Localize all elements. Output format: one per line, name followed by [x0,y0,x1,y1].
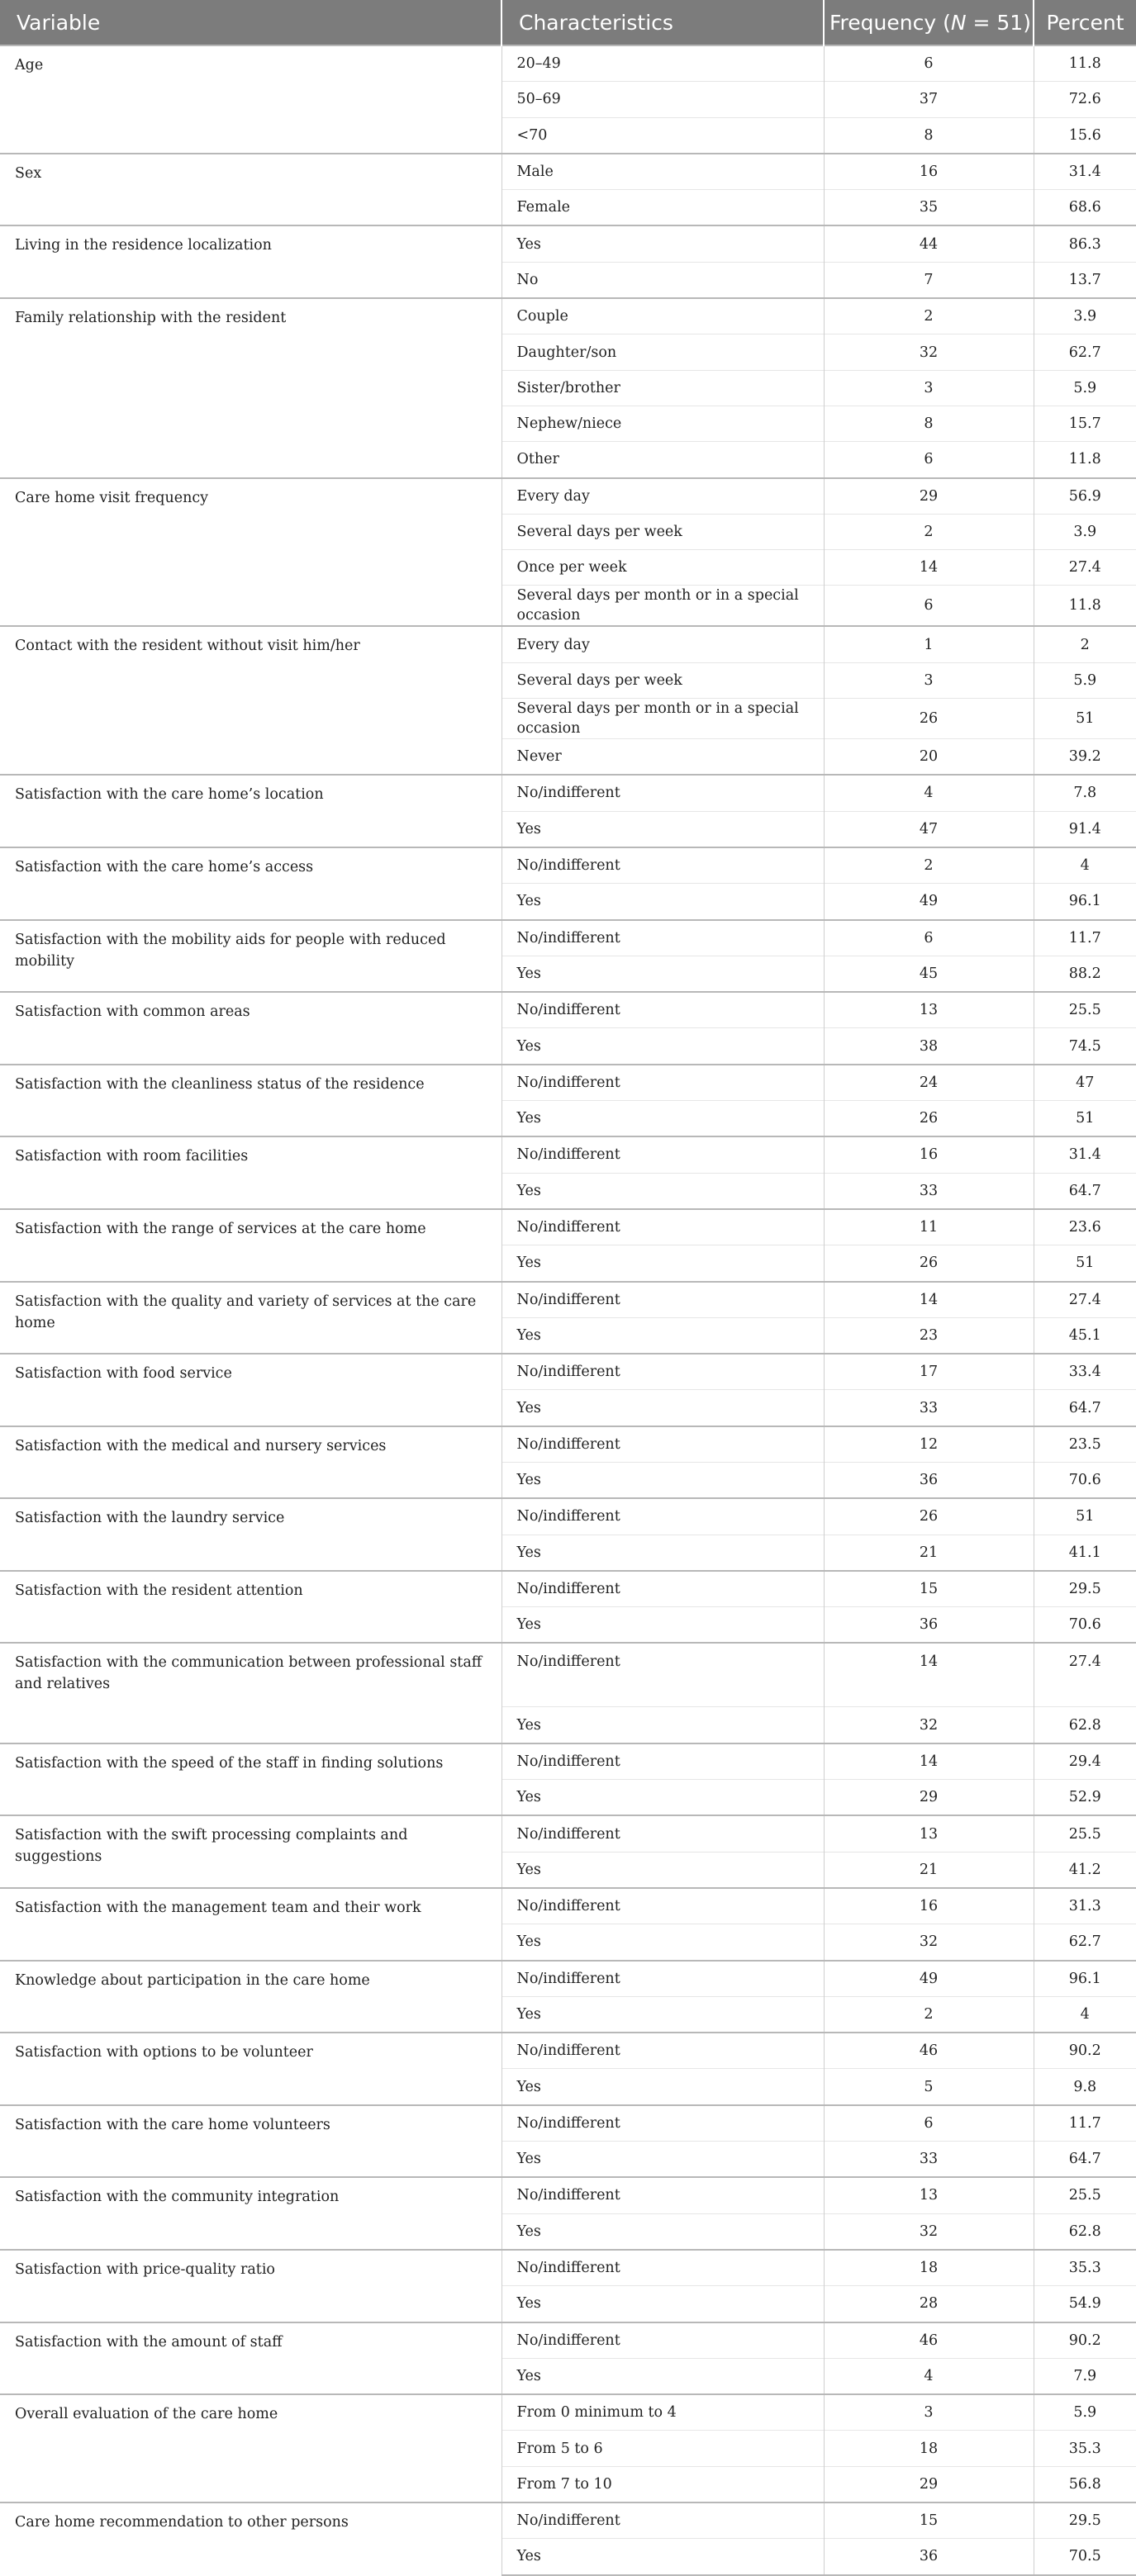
characteristic-cell: Every day [501,626,824,662]
header-percent: Percent [1034,0,1136,45]
percent-cell: 90.2 [1034,2322,1136,2359]
characteristic-cell: No/indifferent [501,1743,824,1780]
percent-cell: 51 [1034,1101,1136,1137]
characteristic-cell: Yes [501,1173,824,1209]
table-row [0,1136,1136,1173]
characteristic-cell: Yes [501,956,824,992]
table-row [0,2250,1136,2286]
percent-cell: 47 [1034,1065,1136,1101]
characteristic-cell: No/indifferent [501,1961,824,1997]
characteristic-cell: Yes [501,884,824,920]
percent-cell: 23.5 [1034,1426,1136,1463]
frequency-cell: 49 [824,1961,1034,1997]
percent-cell: 62.8 [1034,1707,1136,1743]
variable-cell: Knowledge about participation in the care home [0,1961,501,2033]
frequency-cell: 29 [824,478,1034,515]
characteristic-cell: No [501,262,824,298]
variable-cell: Satisfaction with the management team and their work [0,1888,501,1961]
percent-cell: 90.2 [1034,2033,1136,2069]
frequency-cell: 2 [824,298,1034,334]
table-row [0,1571,1136,1607]
frequency-cell: 2 [824,847,1034,884]
frequency-cell: 7 [824,262,1034,298]
characteristic-cell: Other [501,442,824,478]
frequency-cell: 14 [824,550,1034,586]
percent-cell: 70.5 [1034,2539,1136,2575]
characteristic-cell: No/indifferent [501,847,824,884]
characteristic-cell: Yes [501,1707,824,1743]
table-row [0,298,1136,334]
table-row [0,225,1136,262]
percent-cell: 29.4 [1034,1743,1136,1780]
characteristic-cell: Every day [501,478,824,515]
frequency-cell: 26 [824,1245,1034,1282]
percent-cell: 11.7 [1034,2105,1136,2142]
frequency-cell: 14 [824,1643,1034,1707]
percent-cell: 7.9 [1034,2358,1136,2394]
percent-cell: 41.1 [1034,1535,1136,1571]
variable-cell: Age [0,45,501,154]
header-frequency-prefix: Frequency ( [829,10,951,35]
frequency-cell: 46 [824,2033,1034,2069]
characteristic-cell: Several days per month or in a special occasion [501,699,824,739]
percent-cell: 64.7 [1034,1390,1136,1426]
frequency-cell: 12 [824,1426,1034,1463]
frequency-cell: 21 [824,1852,1034,1888]
percent-cell: 29.5 [1034,1571,1136,1607]
frequency-cell: 15 [824,1571,1034,1607]
percent-cell: 3.9 [1034,514,1136,549]
characteristic-cell: Several days per week [501,662,824,698]
table-row [0,847,1136,884]
frequency-cell: 5 [824,2069,1034,2105]
percent-cell: 72.6 [1034,82,1136,117]
frequency-cell: 33 [824,2142,1034,2178]
percent-cell: 4 [1034,847,1136,884]
percent-cell: 45.1 [1034,1317,1136,1354]
frequency-cell: 8 [824,406,1034,441]
variable-cell: Care home recommendation to other persons [0,2502,501,2575]
frequency-cell: 32 [824,2213,1034,2250]
header-frequency-n: N [950,10,967,35]
frequency-cell: 24 [824,1065,1034,1101]
variable-cell: Sex [0,154,501,226]
characteristic-cell: Yes [501,811,824,847]
frequency-cell: 26 [824,699,1034,739]
characteristic-cell: Several days per week [501,514,824,549]
characteristic-cell: Yes [501,2069,824,2105]
percent-cell: 31.4 [1034,1136,1136,1173]
table-row [0,154,1136,190]
frequency-cell: 8 [824,117,1034,154]
table-row [0,1426,1136,1463]
header-row [0,0,1136,45]
percent-cell: 15.6 [1034,117,1136,154]
frequency-cell: 13 [824,992,1034,1028]
percent-cell: 39.2 [1034,739,1136,776]
variable-cell: Satisfaction with the laundry service [0,1498,501,1571]
frequency-cell: 36 [824,2539,1034,2575]
frequency-cell: 3 [824,370,1034,406]
percent-cell: 96.1 [1034,1961,1136,1997]
percent-cell: 68.6 [1034,190,1136,226]
percent-cell: 70.6 [1034,1462,1136,1498]
table-row [0,626,1136,662]
frequency-cell: 29 [824,2466,1034,2502]
percent-cell: 33.4 [1034,1354,1136,1390]
characteristic-cell: No/indifferent [501,1282,824,1318]
characteristic-cell: Yes [501,2358,824,2394]
percent-cell: 27.4 [1034,1643,1136,1707]
table-row [0,45,1136,82]
header-frequency [824,0,1034,45]
variable-cell: Contact with the resident without visit him/her [0,626,501,775]
percent-cell: 27.4 [1034,1282,1136,1318]
percent-cell: 51 [1034,1498,1136,1535]
characteristic-cell: Yes [501,1535,824,1571]
characteristic-cell: Male [501,154,824,190]
table-row [0,1209,1136,1245]
frequency-cell: 32 [824,1924,1034,1961]
frequency-cell: 16 [824,154,1034,190]
characteristic-cell: No/indifferent [501,992,824,1028]
frequency-cell: 45 [824,956,1034,992]
frequency-cell: 18 [824,2431,1034,2466]
characteristic-cell: From 7 to 10 [501,2466,824,2502]
frequency-cell: 14 [824,1282,1034,1318]
characteristic-cell: 50–69 [501,82,824,117]
percent-cell: 51 [1034,699,1136,739]
variable-cell: Satisfaction with the care home’s location [0,775,501,847]
table-row [0,2502,1136,2539]
frequency-cell: 13 [824,1815,1034,1852]
characteristic-cell: Female [501,190,824,226]
characteristic-cell: Yes [501,1101,824,1137]
characteristic-cell: From 5 to 6 [501,2431,824,2466]
frequency-cell: 36 [824,1607,1034,1644]
frequency-cell: 16 [824,1136,1034,1173]
characteristic-cell: No/indifferent [501,1643,824,1707]
characteristic-cell: Daughter/son [501,334,824,370]
table-row [0,1065,1136,1101]
percent-cell: 11.7 [1034,920,1136,956]
frequency-cell: 37 [824,82,1034,117]
percent-cell: 31.3 [1034,1888,1136,1924]
table-row [0,2394,1136,2431]
characteristic-cell: No/indifferent [501,1354,824,1390]
characteristic-cell: Yes [501,2539,824,2575]
variable-cell: Satisfaction with the communication between professional staff and relatives [0,1643,501,1743]
variable-cell: Satisfaction with room facilities [0,1136,501,1209]
table-row [0,992,1136,1028]
characteristic-cell: No/indifferent [501,2322,824,2359]
variable-cell: Satisfaction with price-quality ratio [0,2250,501,2322]
percent-cell: 52.9 [1034,1780,1136,1816]
frequency-cell: 20 [824,739,1034,776]
characteristic-cell: Yes [501,1780,824,1816]
percent-cell: 11.8 [1034,586,1136,627]
frequency-cell: 3 [824,2394,1034,2431]
frequency-cell: 6 [824,45,1034,82]
characteristic-cell: 20–49 [501,45,824,82]
table-row [0,1815,1136,1852]
characteristic-cell: Nephew/niece [501,406,824,441]
variable-cell: Satisfaction with the range of services at the care home [0,1209,501,1282]
percent-cell: 4 [1034,1996,1136,2033]
characteristic-cell: Yes [501,1607,824,1644]
frequency-cell: 23 [824,1317,1034,1354]
characteristic-cell: Yes [501,1245,824,1282]
table-row [0,1888,1136,1924]
characteristic-cell: Once per week [501,550,824,586]
percent-cell: 31.4 [1034,154,1136,190]
percent-cell: 91.4 [1034,811,1136,847]
characteristic-cell: No/indifferent [501,2105,824,2142]
frequency-cell: 47 [824,811,1034,847]
characteristic-cell: Yes [501,1028,824,1065]
frequency-cell: 15 [824,2502,1034,2539]
table-row [0,1282,1136,1318]
variable-cell: Satisfaction with the care home’s access [0,847,501,920]
characteristic-cell: Never [501,739,824,776]
characteristic-cell: No/indifferent [501,775,824,811]
frequency-cell: 32 [824,334,1034,370]
frequency-cell: 16 [824,1888,1034,1924]
percent-cell: 88.2 [1034,956,1136,992]
percent-cell: 74.5 [1034,1028,1136,1065]
percent-cell: 27.4 [1034,550,1136,586]
characteristic-cell: No/indifferent [501,2177,824,2213]
frequency-cell: 49 [824,884,1034,920]
frequency-cell: 36 [824,1462,1034,1498]
percent-cell: 3.9 [1034,298,1136,334]
frequency-cell: 6 [824,442,1034,478]
variable-cell: Satisfaction with the care home volunteers [0,2105,501,2178]
percent-cell: 41.2 [1034,1852,1136,1888]
characteristic-cell: From 0 minimum to 4 [501,2394,824,2431]
percent-cell: 7.8 [1034,775,1136,811]
table-row [0,478,1136,515]
frequency-cell: 26 [824,1101,1034,1137]
characteristic-cell: No/indifferent [501,1888,824,1924]
frequency-cell: 21 [824,1535,1034,1571]
percent-cell: 56.8 [1034,2466,1136,2502]
table-row [0,1743,1136,1780]
header-variable: Variable [17,10,101,35]
characteristic-cell: No/indifferent [501,2502,824,2539]
percent-cell: 56.9 [1034,478,1136,515]
variable-cell: Satisfaction with the resident attention [0,1571,501,1644]
percent-cell: 96.1 [1034,884,1136,920]
characteristic-cell: Yes [501,2286,824,2322]
characteristic-cell: No/indifferent [501,1815,824,1852]
frequency-cell: 3 [824,662,1034,698]
variable-cell: Satisfaction with common areas [0,992,501,1065]
characteristic-cell: Yes [501,225,824,262]
percent-cell: 5.9 [1034,370,1136,406]
percent-cell: 15.7 [1034,406,1136,441]
percent-cell: 2 [1034,626,1136,662]
table-row [0,1643,1136,1707]
percent-cell: 29.5 [1034,2502,1136,2539]
characteristic-cell: Several days per month or in a special occasion [501,586,824,627]
table-header [0,0,1136,45]
frequency-cell: 2 [824,1996,1034,2033]
percent-cell: 25.5 [1034,992,1136,1028]
frequency-cell: 14 [824,1743,1034,1780]
frequency-cell: 17 [824,1354,1034,1390]
frequency-cell: 26 [824,1498,1034,1535]
percent-cell: 35.3 [1034,2250,1136,2286]
characteristic-cell: No/indifferent [501,1426,824,1463]
characteristic-cell: No/indifferent [501,920,824,956]
percent-cell: 62.7 [1034,1924,1136,1961]
table-row [0,1961,1136,1997]
variable-cell: Satisfaction with options to be volunteer [0,2033,501,2105]
characteristic-cell: Yes [501,1390,824,1426]
frequency-cell: 44 [824,225,1034,262]
characteristic-cell: No/indifferent [501,1571,824,1607]
characteristic-cell: Yes [501,1317,824,1354]
variable-cell: Satisfaction with the speed of the staff in finding solutions [0,1743,501,1816]
variable-cell: Family relationship with the resident [0,298,501,477]
table-row [0,2322,1136,2359]
percent-cell: 11.8 [1034,442,1136,478]
characteristic-cell: Yes [501,2142,824,2178]
characteristic-cell: <70 [501,117,824,154]
percent-cell: 64.7 [1034,2142,1136,2178]
characteristic-cell: Yes [501,2213,824,2250]
variable-cell: Overall evaluation of the care home [0,2394,501,2502]
characteristic-cell: Sister/brother [501,370,824,406]
percent-cell: 23.6 [1034,1209,1136,1245]
percent-cell: 64.7 [1034,1173,1136,1209]
table-row [0,2105,1136,2142]
table-row [0,2033,1136,2069]
percent-cell: 11.8 [1034,45,1136,82]
table-row [0,1354,1136,1390]
frequency-cell: 28 [824,2286,1034,2322]
percent-cell: 13.7 [1034,262,1136,298]
variable-cell: Satisfaction with the swift processing complaints and suggestions [0,1815,501,1888]
frequency-cell: 38 [824,1028,1034,1065]
variable-cell: Care home visit frequency [0,478,501,627]
frequency-cell: 29 [824,1780,1034,1816]
characteristic-cell: Couple [501,298,824,334]
variable-cell: Living in the residence localization [0,225,501,298]
frequency-cell: 6 [824,2105,1034,2142]
percent-cell: 54.9 [1034,2286,1136,2322]
table-row [0,1498,1136,1535]
frequency-cell: 6 [824,920,1034,956]
percent-cell: 51 [1034,1245,1136,1282]
variable-cell: Satisfaction with the medical and nursery services [0,1426,501,1499]
frequency-cell: 13 [824,2177,1034,2213]
variable-cell: Satisfaction with the mobility aids for people with reduced mobility [0,920,501,993]
percent-cell: 62.8 [1034,2213,1136,2250]
percent-cell: 5.9 [1034,2394,1136,2431]
percent-cell: 25.5 [1034,2177,1136,2213]
frequency-cell: 11 [824,1209,1034,1245]
frequency-cell: 18 [824,2250,1034,2286]
variable-cell: Satisfaction with the quality and variety of services at the care home [0,1282,501,1354]
characteristic-cell: No/indifferent [501,1065,824,1101]
table-row [0,2177,1136,2213]
percent-cell: 62.7 [1034,334,1136,370]
characteristic-cell: No/indifferent [501,1136,824,1173]
frequency-cell: 4 [824,2358,1034,2394]
variable-cell: Satisfaction with the cleanliness status of the residence [0,1065,501,1137]
characteristic-cell: No/indifferent [501,2033,824,2069]
header-characteristics: Characteristics [501,0,824,45]
characteristic-cell: Yes [501,1996,824,2033]
frequency-cell: 33 [824,1173,1034,1209]
characteristic-cell: Yes [501,1462,824,1498]
variable-cell: Satisfaction with the amount of staff [0,2322,501,2395]
frequency-cell: 35 [824,190,1034,226]
frequency-cell: 2 [824,514,1034,549]
frequency-cell: 32 [824,1707,1034,1743]
characteristic-cell: No/indifferent [501,1209,824,1245]
frequency-cell: 6 [824,586,1034,627]
percent-cell: 25.5 [1034,1815,1136,1852]
percent-cell: 86.3 [1034,225,1136,262]
characteristic-cell: No/indifferent [501,2250,824,2286]
characteristic-cell: Yes [501,1852,824,1888]
frequency-cell: 4 [824,775,1034,811]
table-row [0,920,1136,956]
table-body [0,45,1136,2575]
frequency-cell: 1 [824,626,1034,662]
table-row [0,775,1136,811]
characteristic-cell: Yes [501,1924,824,1961]
variable-cell: Satisfaction with the community integration [0,2177,501,2250]
percent-cell: 35.3 [1034,2431,1136,2466]
percent-cell: 9.8 [1034,2069,1136,2105]
percent-cell: 5.9 [1034,662,1136,698]
variable-cell: Satisfaction with food service [0,1354,501,1426]
frequency-cell: 46 [824,2322,1034,2359]
frequency-cell: 33 [824,1390,1034,1426]
characteristic-cell: No/indifferent [501,1498,824,1535]
percent-cell: 70.6 [1034,1607,1136,1644]
header-frequency-suffix: = 51) [966,10,1031,35]
